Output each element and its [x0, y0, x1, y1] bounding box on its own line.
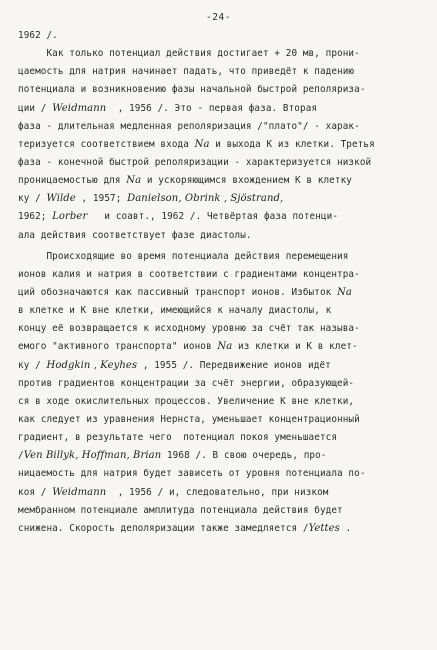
text-line: [18, 520, 428, 538]
text-line: [18, 118, 428, 136]
handwritten-insert: Na: [217, 341, 233, 353]
text-line: [18, 447, 428, 465]
typed-text: .: [339, 522, 352, 534]
typed-text: ала действия соответствует фазе диастолы.: [18, 229, 252, 241]
handwritten-insert: Na: [126, 175, 142, 187]
text-line: [18, 27, 428, 45]
typed-text: емого "активного транспорта" ионов: [18, 341, 218, 353]
paragraph-2: [18, 248, 428, 538]
text-line: [18, 393, 428, 411]
text-line: [18, 502, 428, 520]
text-line: [18, 429, 428, 447]
handwritten-insert: Na: [337, 286, 352, 298]
typed-text: 1962;: [18, 211, 53, 223]
text-line: [18, 357, 428, 375]
text-line: [18, 154, 428, 172]
text-line: [18, 45, 428, 63]
typed-text: и соавт., 1962 /. Четвёртая фаза потенци-: [87, 211, 339, 223]
typed-text: ницаемость для натрия будет зависеть от уровня потенциала по-: [18, 468, 366, 480]
handwritten-insert: Yettes: [308, 522, 340, 534]
typed-text: снижена. Скорость деполяризации также замедляется /: [18, 522, 309, 534]
typed-text: ся в ходе окислительных процессов. Увеличение K вне клетки,: [18, 395, 355, 407]
text-line: [18, 248, 428, 266]
typed-text: /: [18, 450, 24, 462]
typed-text: фаза - длительная медленная реполяризация /"плато"/ - харак-: [18, 120, 360, 132]
text-line: [18, 484, 428, 502]
text-line: [18, 338, 428, 356]
typed-text: против градиентов концентрации за счёт энергии, образующей-: [18, 377, 355, 389]
page-number: -24-: [206, 12, 231, 23]
handwritten-insert: Weidmann: [52, 102, 107, 114]
typed-text: ионов калия и натрия в соответствии с градиентами концентра-: [18, 268, 360, 280]
typed-text: коя /: [18, 486, 53, 498]
handwritten-insert: Ven Billyk, Hoffman, Brian: [23, 450, 162, 462]
text-line: [18, 63, 428, 81]
handwritten-insert: Danielson, Obrink , Sjöstrand,: [127, 193, 284, 205]
typed-text: 1962 /.: [18, 30, 58, 41]
typed-text: проницаемостью для: [18, 175, 127, 187]
typed-text: концу её возвращается к исходному уровню за счёт так называ-: [18, 323, 360, 335]
typed-text: ций обозначаются как пассивный транспорт ионов. Избыток: [18, 286, 338, 298]
typed-text: и выхода K из клетки. Третья: [209, 138, 375, 150]
typed-text: , 1955 /. Передвижение ионов идёт: [137, 359, 331, 371]
typed-text: фаза - конечной быстрой реполяризации - характеризуется низкой: [18, 156, 372, 168]
typed-text: , 1956 /. Это - первая фаза. Вторая: [106, 102, 318, 114]
text-line: [18, 172, 428, 190]
typed-text: в клетке и K вне клетки, имеющийся к началу диастолы, к: [18, 305, 332, 317]
typed-text: потенциала и возникновению фазы начальной быстрой реполяриза-: [18, 84, 366, 96]
text-line: [18, 266, 428, 284]
text-line: [18, 136, 428, 154]
text-line: [18, 190, 428, 208]
text-line: [18, 284, 428, 302]
typed-text: Происходящие во время потенциала действия перемещения: [18, 250, 349, 262]
text-line: [18, 411, 428, 429]
document-body: [18, 27, 428, 538]
text-line: [18, 81, 428, 99]
typed-text: 1968 /. В свою очередь, про-: [161, 450, 327, 462]
text-line: [18, 208, 428, 226]
typed-text: цаемость для натрия начинает падать, что приведёт к падению: [18, 66, 355, 78]
typed-text: теризуется соответствием входа: [18, 138, 195, 150]
text-line: [18, 375, 428, 393]
handwritten-insert: Wilde: [46, 193, 76, 205]
typed-text: Как только потенциал действия достигает + 20 мв, прони-: [18, 48, 360, 60]
typed-text: , 1956 / и, следовательно, при низком: [106, 486, 329, 498]
typed-text: , 1957;: [75, 193, 128, 205]
typed-text: градиент, в результате чего потенциал покоя уменьшается: [18, 432, 338, 444]
text-line: [18, 100, 428, 118]
typed-text: ку /: [18, 193, 47, 205]
typed-text: ку /: [18, 359, 47, 371]
handwritten-insert: Hodgkin , Keyhes: [46, 359, 138, 371]
typed-text: мембранном потенциале амплитуда потенциала действия будет: [18, 504, 343, 516]
text-line: [18, 320, 428, 338]
typed-text: из клетки и K в клет-: [232, 341, 358, 353]
typed-text: как следует из уравнения Нернста, уменьшает концентрационный: [18, 413, 360, 425]
typed-text: ции /: [18, 102, 53, 114]
typed-text: и ускоряющимся вхождением K в клетку: [141, 175, 352, 187]
paragraph-1: [18, 27, 428, 245]
handwritten-insert: Na: [194, 138, 210, 150]
text-line: [18, 227, 428, 245]
text-line: [18, 465, 428, 483]
handwritten-insert: Weidmann: [52, 486, 107, 498]
handwritten-insert: Lorber: [52, 211, 88, 223]
text-line: [18, 302, 428, 320]
